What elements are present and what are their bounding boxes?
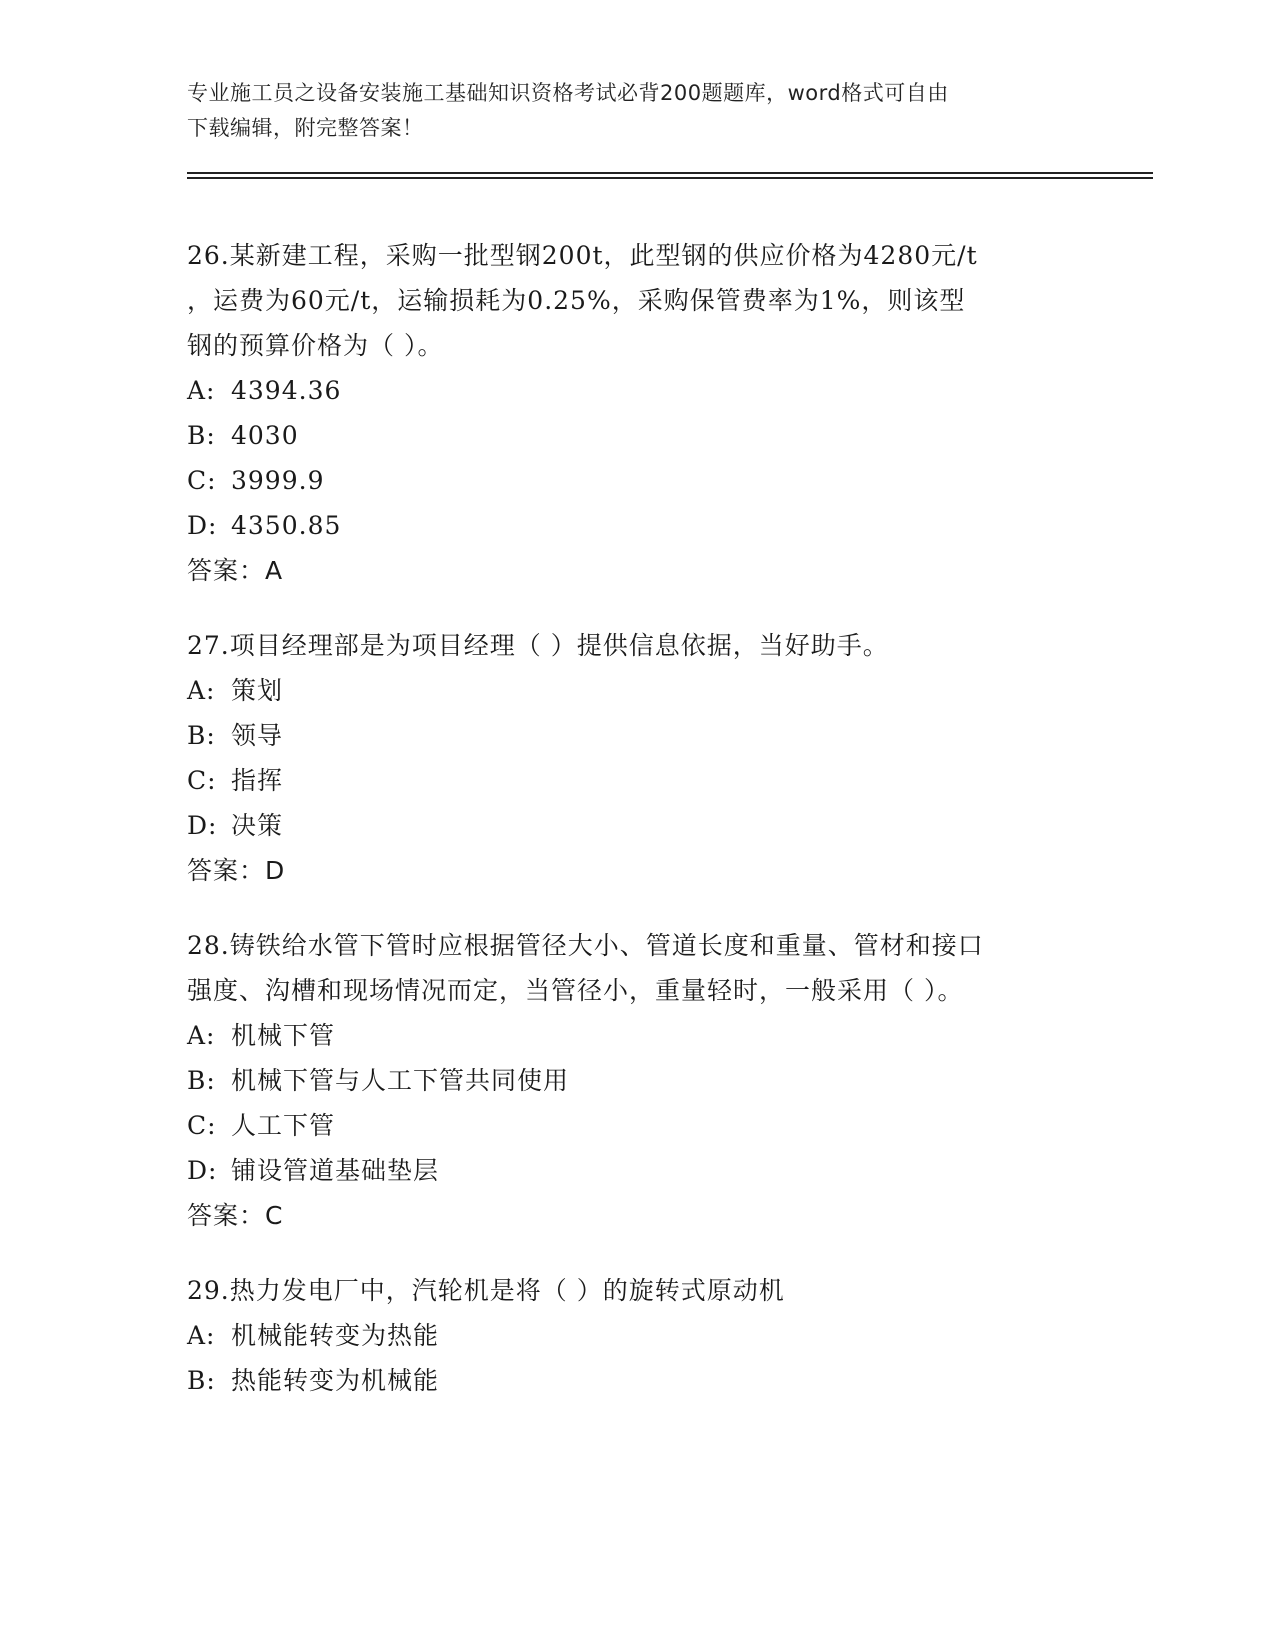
option-a (187, 1313, 1087, 1358)
header-divider-top (187, 172, 1153, 174)
option-letter: B: (187, 1066, 216, 1095)
question-text-line: 27.项目经理部是为项目经理（ ）提供信息依据，当好助手。 (187, 631, 889, 660)
option-letter: A: (187, 1321, 216, 1350)
option-letter: D: (187, 511, 218, 540)
option-text: 4394.36 (231, 376, 342, 405)
option-letter: B: (187, 721, 216, 750)
page-header (187, 76, 1087, 146)
option-text: 铺设管道基础垫层 (231, 1156, 440, 1185)
option-text: 领导 (231, 721, 284, 750)
header-line-1: 专业施工员之设备安装施工基础知识资格考试必背200题题库，word格式可自由 (187, 81, 949, 105)
question-29 (187, 1268, 1087, 1403)
option-text: 3999.9 (231, 466, 325, 495)
question-27 (187, 623, 1087, 893)
option-c (187, 458, 1087, 503)
option-text: 决策 (231, 811, 284, 840)
option-b (187, 713, 1087, 758)
option-text: 机械下管 (231, 1021, 336, 1050)
option-text: 策划 (231, 676, 284, 705)
header-divider-bottom (187, 177, 1153, 179)
option-letter: A: (187, 676, 216, 705)
option-d (187, 1148, 1087, 1193)
option-a (187, 368, 1087, 413)
option-a (187, 1013, 1087, 1058)
option-letter: A: (187, 1021, 216, 1050)
question-text-line: 28.铸铁给水管下管时应根据管径大小、管道长度和重量、管材和接口 (187, 931, 984, 960)
answer: 答案：C (187, 1201, 284, 1230)
option-letter: C: (187, 1111, 217, 1140)
option-letter: D: (187, 1156, 218, 1185)
option-text: 人工下管 (231, 1111, 336, 1140)
question-26 (187, 233, 1087, 593)
question-text-line: ，运费为60元/t，运输损耗为0.25%，采购保管费率为1%，则该型 (187, 286, 966, 315)
question-list (187, 233, 1087, 1433)
option-b (187, 1058, 1087, 1103)
option-text: 指挥 (231, 766, 284, 795)
header-line-2: 下载编辑，附完整答案！ (187, 116, 424, 140)
option-letter: D: (187, 811, 218, 840)
option-letter: C: (187, 466, 217, 495)
answer: 答案：A (187, 556, 284, 585)
option-letter: B: (187, 421, 216, 450)
option-text: 4350.85 (231, 511, 342, 540)
option-b (187, 413, 1087, 458)
question-28 (187, 923, 1087, 1238)
option-letter: A: (187, 376, 216, 405)
option-d (187, 803, 1087, 848)
option-letter: B: (187, 1366, 216, 1395)
option-text: 热能转变为机械能 (231, 1366, 440, 1395)
question-text-line: 钢的预算价格为（ ）。 (187, 331, 444, 360)
option-a (187, 668, 1087, 713)
option-letter: C: (187, 766, 217, 795)
option-text: 4030 (231, 421, 299, 450)
option-d (187, 503, 1087, 548)
option-text: 机械下管与人工下管共同使用 (231, 1066, 570, 1095)
question-text-line: 强度、沟槽和现场情况而定，当管径小，重量轻时，一般采用（ ）。 (187, 976, 964, 1005)
answer: 答案：D (187, 856, 286, 885)
option-c (187, 1103, 1087, 1148)
question-text-line: 29.热力发电厂中，汽轮机是将（ ）的旋转式原动机 (187, 1276, 785, 1305)
option-text: 机械能转变为热能 (231, 1321, 440, 1350)
question-text-line: 26.某新建工程，采购一批型钢200t，此型钢的供应价格为4280元/t (187, 241, 978, 270)
option-b (187, 1358, 1087, 1403)
option-c (187, 758, 1087, 803)
